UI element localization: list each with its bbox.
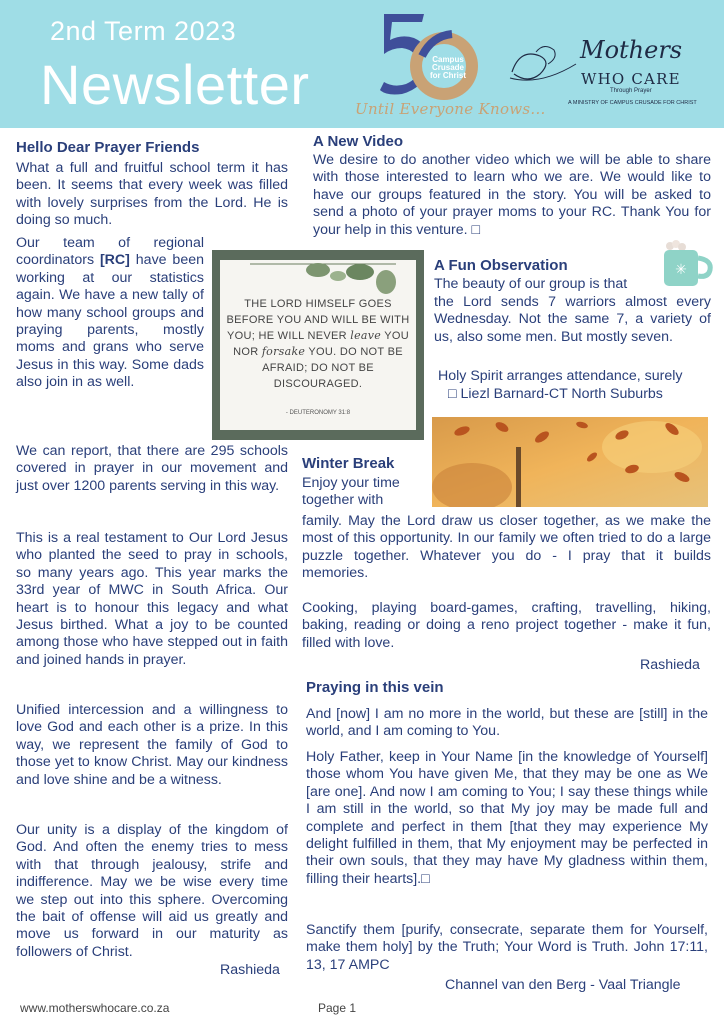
rc-label: [RC] bbox=[99, 252, 130, 269]
hot-cocoa-mug-icon bbox=[660, 238, 718, 290]
video-body: We desire to do another video which we will be able to share with those interested to learn who we are. We would like to have our groups featured in the story. You will be asked to send a photo of your prayer moms to your RC. Thank You for your help in this venture. □ bbox=[313, 152, 711, 238]
campus-logo-text: Campus Crusade for Christ bbox=[430, 55, 466, 80]
mwc-logo-mothers: Mothers bbox=[580, 36, 683, 64]
observation-heading: A Fun Observation bbox=[434, 257, 568, 274]
mwc-logo-through-prayer: Through Prayer bbox=[610, 88, 652, 94]
hello-signature: Rashieda bbox=[220, 962, 280, 978]
hello-para-5: Unified intercession and a willingness to love God and each other is a prize. In this way, we represent the family of God to those yet to know Christ. May our kindness and love shine and be a witness. bbox=[16, 702, 288, 788]
mwc-logo-who-care: WHO CARE bbox=[581, 70, 681, 88]
autumn-leaves-photo bbox=[432, 417, 708, 507]
tagline: Until Everyone Knows... bbox=[355, 100, 546, 118]
winter-body-3: Cooking, playing board-games, crafting, travelling, hiking, baking, reading or doing a reno project together - make it fun, filled with love. bbox=[302, 600, 711, 651]
footer-website-link[interactable]: www.motherswhocare.co.za bbox=[20, 1001, 170, 1015]
hello-para-1: What a full and fruitful school term it has been. It seems that every week was filled with lovely surprises from the Lord. He is doing so much. bbox=[16, 160, 288, 229]
hello-para-3: We can report, that there are 295 schools covered in prayer in our movement and just over 1200 parents serving in this way. bbox=[16, 443, 288, 494]
hello-para-4: This is a real testament to Our Lord Jesus who planted the seed to pray in schools, so many years ago. This year marks the 33rd year of MWC in South Africa. Our heart is to honour this legacy and what Jesus birthed. What a joy to be counted among those who have stepped out in faith and joined hands in prayer. bbox=[16, 530, 288, 668]
header-banner bbox=[0, 0, 724, 128]
scripture-card-inner bbox=[220, 260, 416, 430]
hello-para-6: Our unity is a display of the kingdom of God. And often the enemy tries to mess with that through jealousy, strife and indifference. May we be wise every time we step out into this sphere. Overcoming the bait of offense will aid us greatly and move us forward in our maturity as followers of Christ. bbox=[16, 822, 288, 960]
praying-para-1: And [now] I am no more in the world, but these are [still] in the world, and I am coming to You. bbox=[306, 706, 708, 740]
observation-body-1: The beauty of our group is that bbox=[434, 276, 628, 292]
winter-body-1: Enjoy your time together with bbox=[302, 475, 400, 509]
svg-text:✳: ✳ bbox=[675, 261, 687, 277]
praying-heading: Praying in this vein bbox=[306, 679, 444, 696]
observation-body-2: the Lord sends 7 warriors almost every Wednesday. Not the same 7, a variety of us, also some men. But mostly seven. bbox=[434, 294, 711, 345]
observation-author: □ Liezl Barnard-CT North Suburbs bbox=[448, 386, 663, 402]
mwc-logo-ministry: A MINISTRY OF CAMPUS CRUSADE FOR CHRIST bbox=[568, 100, 697, 106]
eucalyptus-leaves-icon bbox=[220, 260, 416, 300]
winter-signature: Rashieda bbox=[640, 657, 700, 673]
praying-para-3: Sanctify them [purify, consecrate, separate them for Yourself, make them holy] by the Truth; Your Word is Truth. John 17:11, 13, 17 AMPC bbox=[306, 922, 708, 973]
winter-body-2: family. May the Lord draw us closer together, as we make the most of this opportunity. In our family we often tried to do a large puzzle together. Whatever you do - I pray that it builds memories. bbox=[302, 513, 711, 582]
winter-heading: Winter Break bbox=[302, 455, 395, 472]
praying-signature: Channel van den Berg - Vaal Triangle bbox=[445, 977, 681, 993]
observation-body-3: Holy Spirit arranges attendance, surely bbox=[438, 368, 683, 384]
scripture-card bbox=[212, 250, 424, 440]
scripture-reference: - DEUTERONOMY 31:8 bbox=[285, 410, 351, 416]
praying-para-2: Holy Father, keep in Your Name [in the knowledge of Yourself] those whom You have given Me, that they may be one as We [are one]. And now I am coming to You; I say these things while I am still in the world, so that My joy may be made full and complete and perfect in them [that they may experience My delight fulfilled in them, that My enjoyment may be perfected in their own souls, that they may have My gladness within them, filling their hearts].□ bbox=[306, 749, 708, 887]
hello-heading: Hello Dear Prayer Friends bbox=[16, 139, 200, 156]
hello-para-2: Our team of regional coordinators [RC] have been working at our statistics again. We have a new tally of how many school groups and praying parents, mostly moms and grans who serve Jesus in this way. Some dads also join in as well. bbox=[16, 235, 204, 391]
newsletter-title: Newsletter bbox=[40, 53, 310, 116]
video-heading: A New Video bbox=[313, 133, 404, 150]
page-number: Page 1 bbox=[318, 1001, 357, 1015]
term-label: 2nd Term 2023 bbox=[50, 16, 237, 46]
scripture-quote: THE LORD HIMSELF GOES BEFORE YOU AND WILL BE WITH YOU; HE WILL NEVER leave YOU NOR forsake YOU. DO NOT BE AFRAID; DO NOT BE DISCOURAGED. bbox=[226, 298, 410, 390]
